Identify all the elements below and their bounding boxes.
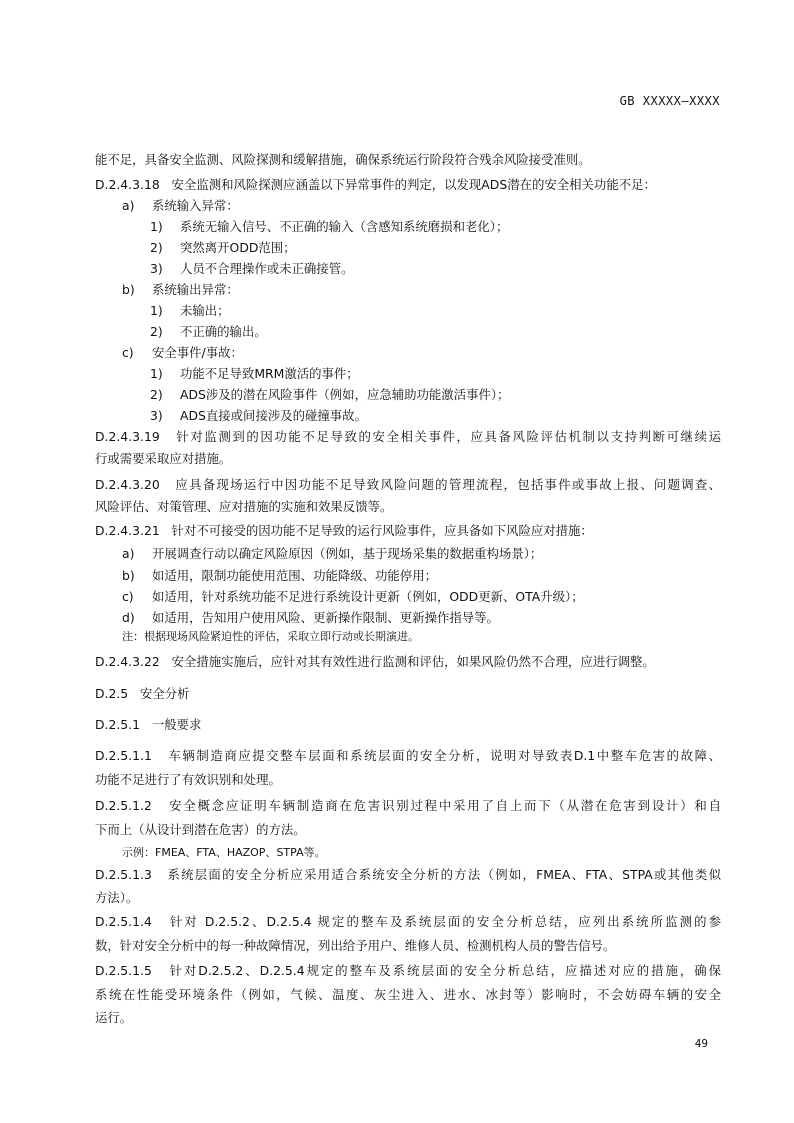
clause-continuation: 运行。 — [95, 1010, 133, 1025]
clause-D-2-4-3-19: D.2.4.3.19 针对监测到的因功能不足导致的安全相关事件，应具备风险评估机制以支持判断可继续运 — [95, 429, 721, 444]
clause-D-2-5-1-5: D.2.5.1.5 针对D.2.5.2、D.2.5.4规定的整车及系统层面的安全分析总结，应描述对应的措施，确保 — [95, 963, 721, 978]
clause-continuation: 行或需要采取应对措施。 — [95, 451, 232, 466]
clause-continuation: 功能不足进行了有效识别和处理。 — [95, 772, 281, 787]
clause-continuation: 系统在性能受环境条件（例如，气候、温度、灰尘进入、进水、冰封等）影响时，不会妨碍车辆的安全 — [95, 987, 721, 1002]
list-subitem: 3) ADS直接或间接涉及的碰撞事故。 — [150, 408, 367, 423]
measure-item: b) 如适用，限制功能使用范围、功能降级、功能停用； — [122, 568, 437, 583]
clause-continuation: 数，针对安全分析中的每一种故障情况，列出给予用户、维修人员、检测机构人员的警告信号。 — [95, 938, 616, 953]
clause-number: D.2.4.3.18 — [95, 177, 160, 192]
list-subitem: 3) 人员不合理操作或未正确接管。 — [150, 261, 354, 276]
measure-item: d) 如适用，告知用户使用风险、更新操作限制、更新操作指导等。 — [122, 610, 499, 625]
list-item-c: c) 安全事件/事故： — [122, 345, 243, 360]
measure-item: a) 开展调查行动以确定风险原因（例如，基于现场采集的数据重构场景）； — [122, 546, 543, 561]
list-item-a: a) 系统输入异常： — [122, 198, 239, 213]
clause-continuation: 风险评估、对策管理、应对措施的实施和效果反馈等。 — [95, 499, 393, 514]
list-subitem: 1) 未输出； — [150, 303, 230, 318]
clause-D-2-5-1-1: D.2.5.1.1 车辆制造商应提交整车层面和系统层面的安全分析，说明对导致表D.1中整车危害的故障、 — [95, 748, 721, 763]
document-code-header: GB XXXXX—XXXX — [619, 94, 720, 108]
clause-D-2-5-1-2: D.2.5.1.2 安全概念应证明车辆制造商在危害识别过程中采用了自上而下（从潜在危害到设计）和自 — [95, 798, 721, 813]
clause-D-2-4-3-20: D.2.4.3.20 应具备现场运行中因功能不足导致风险问题的管理流程，包括事件或事故上报、问题调查、 — [95, 477, 721, 492]
clause-D-2-4-3-22: D.2.4.3.22 安全措施实施后，应针对其有效性进行监测和评估，如果风险仍然不合理，应进行调整。 — [95, 654, 655, 669]
list-subitem: 2) 突然离开ODD范围； — [150, 240, 296, 255]
list-subitem: 2) ADS涉及的潜在风险事件（例如，应急辅助功能激活事件）； — [150, 387, 510, 402]
clause-D-2-4-3-21: D.2.4.3.21 针对不可接受的因功能不足导致的运行风险事件，应具备如下风险应对措施： — [95, 523, 593, 538]
example: 示例：FMEA、FTA、HAZOP、STPA等。 — [122, 846, 326, 859]
clause-D-2-5-1-4: D.2.5.1.4 针对 D.2.5.2、D.2.5.4 规定的整车及系统层面的安全分析总结，应列出系统所监测的参 — [95, 914, 721, 929]
list-subitem: 2) 不正确的输出。 — [150, 324, 267, 339]
paragraph-continuation: 能不足，具备安全监测、风险探测和缓解措施，确保系统运行阶段符合残余风险接受准则。 — [95, 152, 591, 167]
page-number: 49 — [694, 1037, 708, 1050]
clause-D-2-4-3-18 — [95, 176, 721, 194]
list-item-b: b) 系统输出异常： — [122, 282, 239, 297]
section-heading-D-2-5: D.2.5 安全分析 — [95, 686, 190, 701]
measure-item: c) 如适用，针对系统功能不足进行系统设计更新（例如，ODD更新、OTA升级）； — [122, 589, 584, 604]
clause-continuation: 方法）。 — [95, 890, 139, 905]
clause-D-2-5-1-3: D.2.5.1.3 系统层面的安全分析应采用适合系统安全分析的方法（例如，FMEA、FTA、STPA或其他类似 — [95, 867, 722, 882]
section-heading-D-2-5-1: D.2.5.1 一般要求 — [95, 717, 202, 732]
clause-continuation: 下而上（从设计到潜在危害）的方法。 — [95, 822, 306, 837]
clause-text: 安全监测和风险探测应涵盖以下异常事件的判定，以发现ADS潜在的安全相关功能不足： — [171, 177, 656, 192]
list-subitem: 1) 系统无输入信号、不正确的输入（含感知系统磨损和老化）； — [150, 219, 509, 234]
list-subitem: 1) 功能不足导致MRM激活的事件； — [150, 366, 359, 381]
note: 注：根据现场风险紧迫性的评估，采取立即行动或长期演进。 — [122, 630, 419, 643]
